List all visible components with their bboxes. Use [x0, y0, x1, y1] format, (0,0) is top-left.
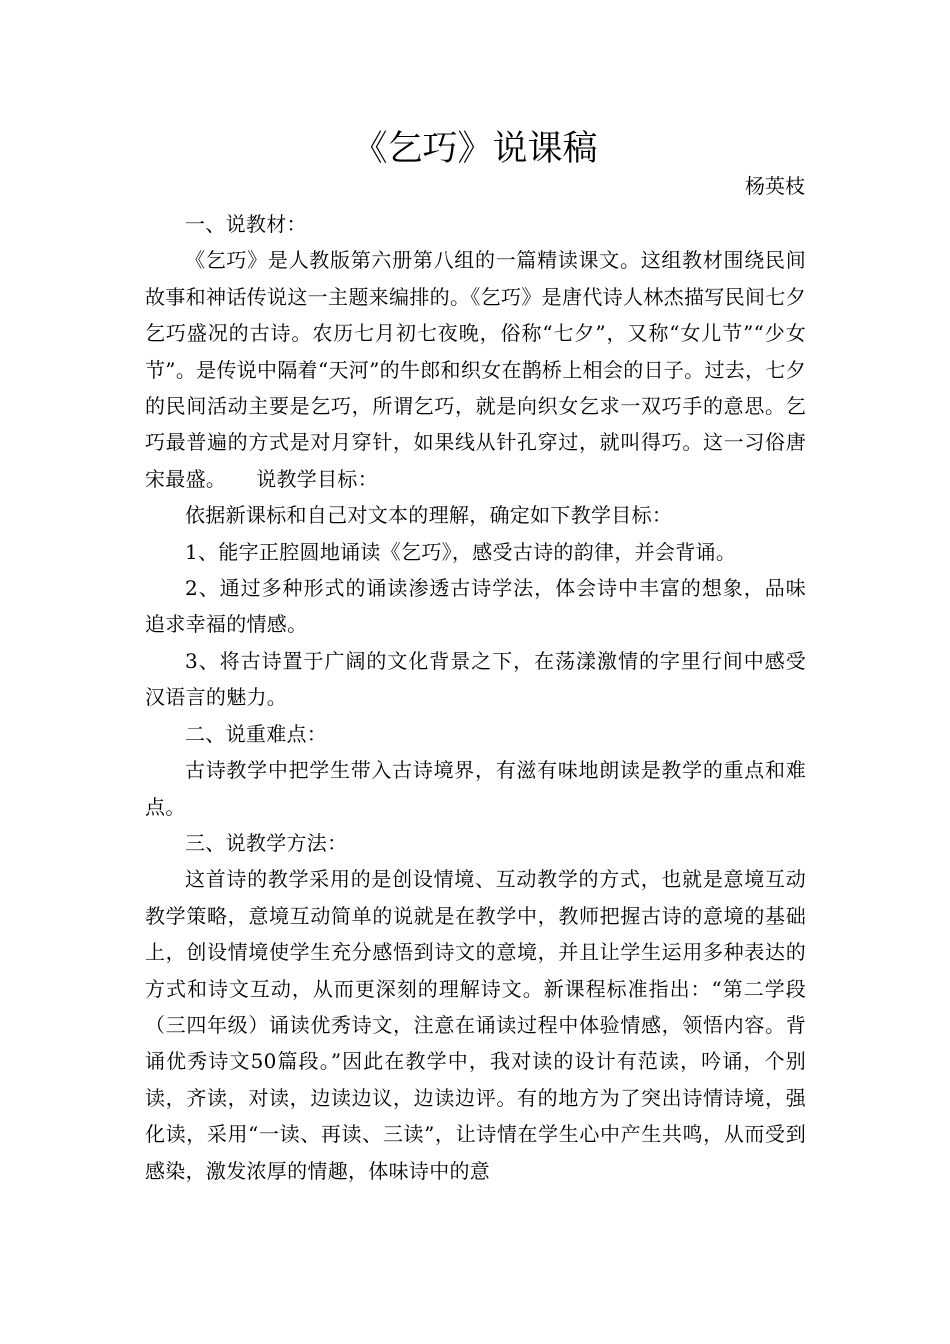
- paragraph-materials-text: 《乞巧》是人教版第六册第八组的一篇精读课文。这组教材围绕民间故事和神话传说这一主题来编排的。《乞巧》是唐代诗人林杰描写民间七夕乞巧盛况的古诗。农历七月初七夜晚，俗称“七夕”，又称“女儿节”“少女节”。是传说中隔着“天河”的牛郎和织女在鹊桥上相会的日子。过去，七夕的民间活动主要是乞巧，所谓乞巧，就是向织女乞求一双巧手的意思。乞巧最普遍的方式是对月穿针，如果线从针孔穿过，就叫得巧。这一习俗唐宋最盛。: [145, 248, 806, 491]
- goal-item-3: 3、将古诗置于广阔的文化背景之下，在荡漾激情的字里行间中感受汉语言的魅力。: [145, 648, 806, 710]
- document-title: 《乞巧》说课稿: [352, 129, 598, 169]
- document-body: [145, 206, 806, 1189]
- paragraph-materials: [145, 242, 806, 497]
- section-heading-methods: 三、说教学方法：: [185, 830, 348, 855]
- paragraph-key-points: 古诗教学中把学生带入古诗境界，有滋有味地朗读是教学的重点和难点。: [145, 758, 806, 819]
- goal-item-1: 1、能字正腔圆地诵读《乞巧》，感受古诗的韵律，并会背诵。: [185, 539, 737, 564]
- section-heading-materials: 一、说教材：: [185, 212, 307, 236]
- paragraph-goals-intro: 依据新课标和自己对文本的理解，确定如下教学目标：: [185, 503, 673, 528]
- paragraph-methods: 这首诗的教学采用的是创设情境、互动教学的方式，也就是意境互动教学策略，意境互动简单的说就是在教学中，教师把握古诗的意境的基础上，创设情境使学生充分感悟到诗文的意境，并且让学生运用多种表达的方式和诗文互动，从而更深刻的理解诗文。新课程标准指出：“第二学段（三四年级）诵读优秀诗文，注意在诵读过程中体验情感，领悟内容。背诵优秀诗文50篇段。”因此在教学中，我对读的设计有范读，吟诵，个别读，齐读，对读，边读边议，边读边评。有的地方为了突出诗情诗境，强化读，采用“一读、再读、三读”，让诗情在学生心中产生共鸣，从而受到感染，激发浓厚的情趣，体味诗中的意: [145, 867, 806, 1183]
- section-heading-key-points: 二、说重难点：: [185, 721, 328, 746]
- goal-item-2: 2、通过多种形式的诵读渗透古诗学法，体会诗中丰富的想象，品味追求幸福的情感。: [145, 576, 806, 637]
- author-name: 杨英枝: [745, 174, 805, 198]
- section-heading-goals: 说教学目标：: [256, 466, 379, 491]
